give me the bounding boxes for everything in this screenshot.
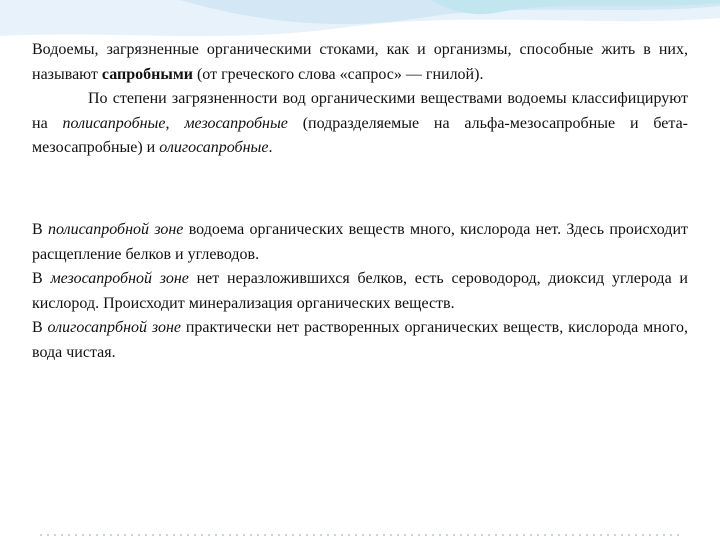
intro-text-block <box>32 38 688 161</box>
term-oligosaprobic: олигосапробные <box>159 139 269 156</box>
polysaprobic-zone-paragraph <box>32 218 688 267</box>
term-saprobic: сапробными <box>101 65 193 83</box>
text-span: водоема органических веществ много, кислорода нет. Здесь происходит расщепление белков и углеводов. <box>32 221 689 263</box>
text-span: практически нет растворенных органических веществ, кислорода много, вода чистая. <box>32 319 688 361</box>
zone-name: полисапробной зоне <box>47 221 184 238</box>
text-span: . <box>268 139 273 156</box>
oligosaprobic-zone-paragraph <box>32 316 688 365</box>
zones-text-block <box>32 218 688 365</box>
text-span: В <box>32 319 48 336</box>
text-span: (подразделяемые на альфа-мезосапробные и бета-мезосапробные) и <box>32 114 688 156</box>
footer-dotted-line <box>40 534 680 536</box>
mesosaprobic-zone-paragraph <box>32 267 688 316</box>
text-span: В <box>32 221 48 238</box>
term-polysaprobic: полисапробные <box>62 114 166 132</box>
term-mesosaprobic: мезосапробные <box>184 114 288 132</box>
zone-name: олигосапрбной зоне <box>47 319 181 336</box>
text-span: нет неразложившихся белков, есть сероводород, диоксид углерода и кислород. Происходит минерализация органических веществ. <box>32 270 688 312</box>
text-span: , <box>165 114 185 132</box>
text-span: В <box>32 270 51 287</box>
saprobic-definition <box>32 38 688 87</box>
text-span: (от греческого слова «сапрос» — гнилой). <box>192 65 484 83</box>
text-span: По степени загрязненности вод органическими веществами водоемы классифицируют на <box>32 90 688 132</box>
text-span: Водоемы, загрязненные органическими стоками, как и организмы, способные жить в них, называют <box>32 41 688 83</box>
classification-paragraph <box>32 87 688 161</box>
zone-name: мезосапробной зоне <box>50 270 189 287</box>
